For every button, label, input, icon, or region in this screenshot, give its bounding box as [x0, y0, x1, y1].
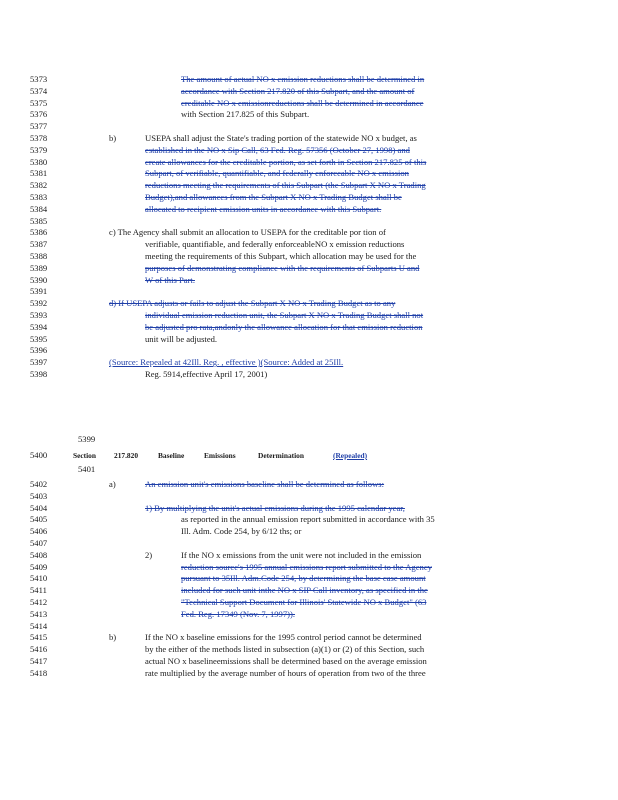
document-line	[0, 180, 618, 191]
line-text: 1) By multiplying the unit's actual emissions during the 1995 calendar year,	[145, 502, 405, 513]
line-text: established in the NO x Sip Call, 63 Fed. Reg. 57356 (October 27, 1998) and	[145, 144, 410, 155]
line-text: reduction source's 1995 annual emissions report submitted to the Agency	[181, 561, 432, 572]
line-number: 5375	[30, 97, 48, 108]
line-text: USEPA shall adjust the State's trading portion of the statewide NO x budget, as	[145, 133, 417, 143]
line-number: 5387	[30, 239, 48, 250]
section-label: Section	[73, 451, 96, 460]
line-text: by the either of the methods listed in subsection (a)(1) or (2) of this Section, such	[145, 644, 425, 655]
document-line	[0, 609, 618, 620]
line-number: 5415	[30, 632, 48, 643]
document-line	[0, 562, 618, 573]
document-line	[0, 216, 618, 227]
document-line	[0, 263, 618, 274]
document-line	[0, 345, 618, 356]
line-number: 5381	[30, 168, 48, 179]
document-line	[0, 573, 618, 584]
section-number: 217.820	[114, 451, 139, 460]
line-number: 5397	[30, 357, 48, 368]
document-line	[0, 656, 618, 667]
line-text: An emission unit's emissions baseline shall be determined as follows:	[145, 479, 385, 489]
section-title-word: Emissions	[204, 451, 236, 460]
line-number: 5383	[30, 192, 48, 202]
line-number: 5398	[30, 369, 48, 379]
line-text: Subpart, of verifiable, quantifiable, and federally enforceable NO x emission	[145, 168, 409, 179]
document-line	[0, 275, 618, 286]
line-text: c) The Agency shall submit an allocation to USEPA for the creditable por tion of	[109, 227, 386, 238]
line-number: 5382	[30, 180, 48, 191]
line-number: 5388	[30, 251, 48, 261]
line-number: 5384	[30, 203, 48, 214]
document-line	[0, 157, 618, 168]
line-text: as reported in the annual emission report submitted in accordance with 35	[181, 514, 435, 525]
line-number: 5389	[30, 262, 48, 273]
document-line	[0, 597, 618, 608]
line-text: pursuant to 35Ill. Adm.Code 254, by determining the base case amount	[181, 573, 426, 584]
line-number: 5412	[30, 597, 48, 607]
document-line	[0, 491, 618, 502]
document-line	[0, 98, 618, 109]
line-text: Fed. Reg. 17349 (Nov. 7, 1997)).	[181, 608, 296, 619]
document-line	[0, 298, 618, 309]
document-line	[0, 322, 618, 333]
line-number: 5409	[30, 561, 48, 572]
line-number: 5400	[30, 450, 48, 460]
document-line	[0, 644, 618, 655]
document-line	[0, 526, 618, 537]
line-text: If the NO x baseline emissions for the 1995 control period cannot be determined	[145, 632, 422, 643]
subsection-marker: b)	[109, 133, 117, 143]
line-text: creditable NO x emissionreductions shall be determined in accordance	[181, 97, 424, 108]
line-number: 5385	[30, 215, 48, 226]
line-text: verifiable, quantifiable, and federally enforceableNO x emission reductions	[145, 239, 405, 250]
line-number: 5391	[30, 286, 48, 297]
line-number: 5418	[30, 667, 48, 678]
line-number: 5411	[30, 585, 47, 596]
line-text: accordance with Section 217.820 of this Subpart, and the amount of	[181, 85, 415, 96]
document-line	[0, 334, 618, 345]
document-line	[0, 121, 618, 132]
document-line	[0, 503, 618, 514]
line-number: 5395	[30, 333, 48, 344]
document-line	[0, 538, 618, 549]
line-number: 5406	[30, 526, 48, 537]
document-line	[0, 109, 618, 120]
line-text: Reg. 5914,effective April 17, 2001)	[145, 369, 268, 379]
subsection-marker: b)	[109, 632, 117, 643]
line-number: 5373	[30, 74, 48, 84]
line-number: 5392	[30, 298, 48, 309]
document-line	[0, 514, 618, 525]
line-number: 5379	[30, 144, 48, 155]
line-text: unit will be adjusted.	[145, 333, 218, 344]
line-text: allocated to recipient emission units in accordance with this Subpart.	[145, 203, 382, 214]
line-number: 5410	[30, 573, 48, 584]
line-number: 5377	[30, 121, 48, 132]
line-number: 5376	[30, 109, 48, 120]
repealed-tag: (Repealed)	[333, 451, 368, 460]
line-text: Budget),and allowances from the Subpart X NO x Trading Budget shall be	[145, 192, 402, 202]
document-line	[0, 74, 618, 85]
line-number: 5405	[30, 514, 48, 525]
line-number: 5393	[30, 310, 48, 320]
line-number: 5404	[30, 502, 48, 513]
document-line	[0, 286, 618, 297]
line-text: create allowances for the creditable portion, as set forth in Section 217.825 of this	[145, 156, 427, 167]
document-line	[0, 632, 618, 643]
line-text: rate multiplied by the average number of hours of operation from two of the three	[145, 667, 426, 678]
line-text: (Source: Repealed at 42Ill. Reg. , effective )(Source: Added at 25Ill.	[109, 357, 344, 368]
line-text: individual emission reduction unit, the Subpart X NO x Trading Budget shall not	[145, 310, 424, 320]
line-number: 5394	[30, 321, 48, 332]
document-line	[0, 204, 618, 215]
document-line	[0, 479, 618, 490]
line-number: 5408	[30, 549, 48, 560]
line-text: W of this Part.	[145, 274, 195, 285]
line-number: 5374	[30, 85, 48, 96]
line-number: 5401	[78, 464, 96, 474]
line-text: meeting the requirements of this Subpart, which allocation may be used for the	[145, 251, 417, 261]
line-number: 5399	[78, 434, 96, 444]
line-number: 5417	[30, 656, 48, 666]
document-line	[0, 86, 618, 97]
line-text: If the NO x emissions from the unit were not included in the emission	[181, 549, 422, 560]
line-number: 5396	[30, 345, 48, 356]
line-text: with Section 217.825 of this Subpart.	[181, 109, 310, 120]
line-number: 5390	[30, 274, 48, 285]
document-line	[0, 621, 618, 632]
line-number: 5413	[30, 608, 48, 619]
document-line	[0, 227, 618, 238]
document-line	[0, 668, 618, 679]
line-text: d) If USEPA adjusts or fails to adjust the Subpart X NO x Trading Budget as to any	[109, 298, 396, 309]
document-line	[0, 550, 618, 561]
document-line	[0, 251, 618, 262]
subsection-marker: a)	[109, 479, 116, 489]
line-text: "Technical Support Document for Illinois' Statewide NO x Budget" (63	[181, 597, 427, 607]
section-title-word: Baseline	[158, 451, 185, 460]
line-text: The amount of actual NO x emission reductions shall be determined in	[181, 74, 425, 84]
line-number: 5414	[30, 620, 48, 631]
line-text: Ill. Adm. Code 254, by 6/12 ths; or	[181, 526, 302, 537]
document-line	[0, 369, 618, 380]
line-text: included for such unit inthe NO x SIP Call inventory, as specified in the	[181, 585, 428, 596]
subsection-marker: 2)	[145, 549, 153, 560]
document-line	[0, 145, 618, 156]
document-line	[0, 133, 618, 144]
document-line	[0, 310, 618, 321]
section-title-word: Determination	[258, 451, 304, 460]
line-text: reductions meeting the requirements of this Subpart (the Subpart X NO x Trading	[145, 180, 426, 191]
document-line	[0, 192, 618, 203]
line-number: 5380	[30, 156, 48, 167]
line-text: purposes of demonstrating compliance with the requirements of Subparts U and	[145, 262, 420, 273]
line-number: 5407	[30, 538, 48, 548]
line-number: 5378	[30, 133, 48, 143]
line-number: 5416	[30, 644, 48, 655]
document-line	[0, 239, 618, 250]
line-number: 5402	[30, 479, 48, 489]
line-text: actual NO x baselineemissions shall be determined based on the average emission	[145, 656, 427, 666]
document-line	[0, 357, 618, 368]
document-line	[0, 585, 618, 596]
line-number: 5403	[30, 490, 48, 501]
line-text: be adjusted pro rata,andonly the allowance allocation for that emission reduction	[145, 321, 423, 332]
document-line	[0, 168, 618, 179]
line-number: 5386	[30, 227, 48, 238]
